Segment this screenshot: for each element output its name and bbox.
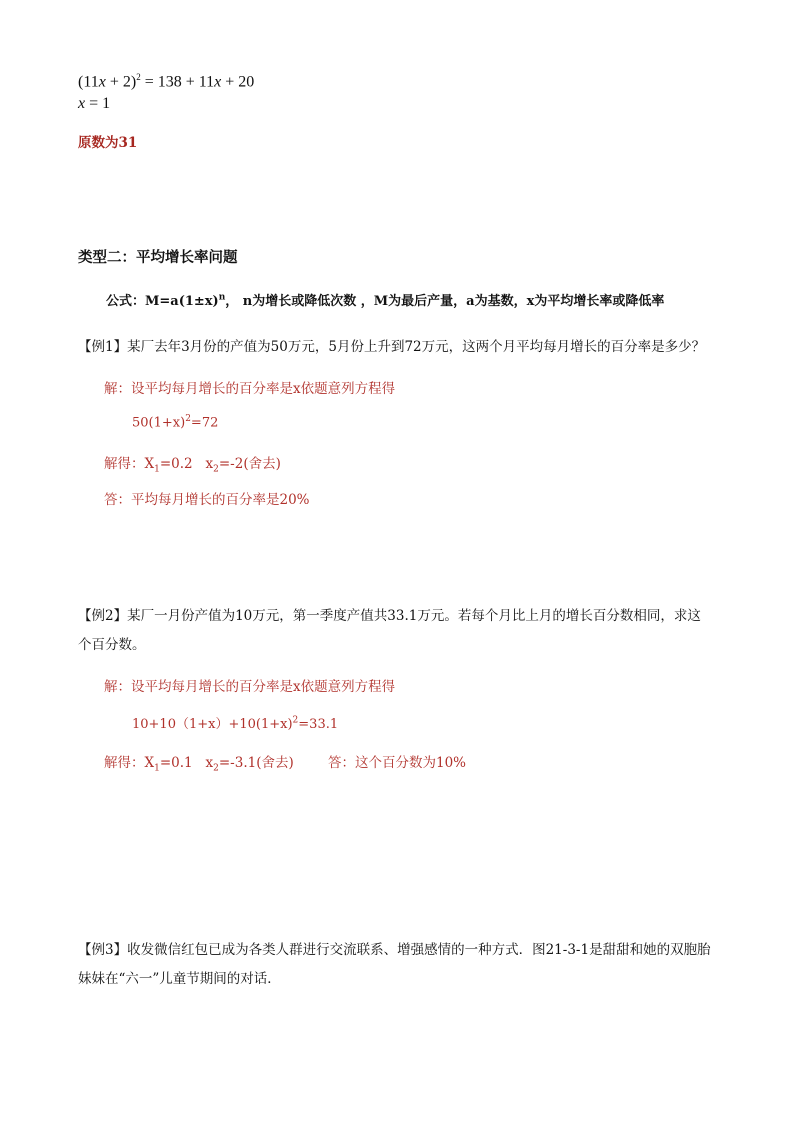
equation-line-1: $(11x + 2)^2 = 138 + 11x + 20$ [78,72,255,91]
example3-line1: 【例3】收发微信红包已成为各类人群进行交流联系、增强感情的一种方式．图21-3-1是甜甜和她的双胞胎 [78,942,711,958]
formula-description: ， n为增长或降低次数 ，M为最后产量，a为基数，x为平均增长率或降低率 [225,294,665,309]
example2-roots: 解得：$X_1=0.1$ $x_2=-3.1$(舍去) [104,755,294,774]
example2-equation: $10+10(1+x)+10(1+x)^2=33.1$ [132,715,339,732]
section-heading-type2: 类型二：平均增长率问题 [78,249,238,266]
formula-line [106,290,664,309]
example2-solve-intro: 解：设平均每月增长的百分率是x依题意列方程得 [104,679,396,695]
original-number-answer: 原数为31 [78,135,138,151]
example1-equation: $50(1+x)^2=72$ [132,414,219,431]
example3-line2: 妹妹在“六一”儿童节期间的对话． [78,971,281,987]
equation-line-2: x = 1 [78,95,111,112]
example1-solve-intro: 解：设平均每月增长的百分率是x依题意列方程得 [104,381,396,397]
example2-answer: 答：这个百分数为10% [328,755,467,771]
example2-question-line1: 【例2】某厂一月份产值为10万元，第一季度产值共33.1万元。若每个月比上月的增长百分数相同，求这 [78,608,701,624]
formula-exponent: n [218,292,226,303]
example1-question: 【例1】某厂去年3月份的产值为50万元，5月份上升到72万元，这两个月平均每月增长的百分率是多少？ [78,339,706,355]
example1-answer: 答：平均每月增长的百分率是20% [104,492,310,508]
example2-question-line2: 个百分数。 [78,637,146,653]
example1-roots: 解得：$X_1=0.2$ $x_2=-2$(舍去) [104,456,281,475]
formula-prefix: 公式： [106,294,146,309]
formula-main: M=a(1±x) [145,294,219,309]
